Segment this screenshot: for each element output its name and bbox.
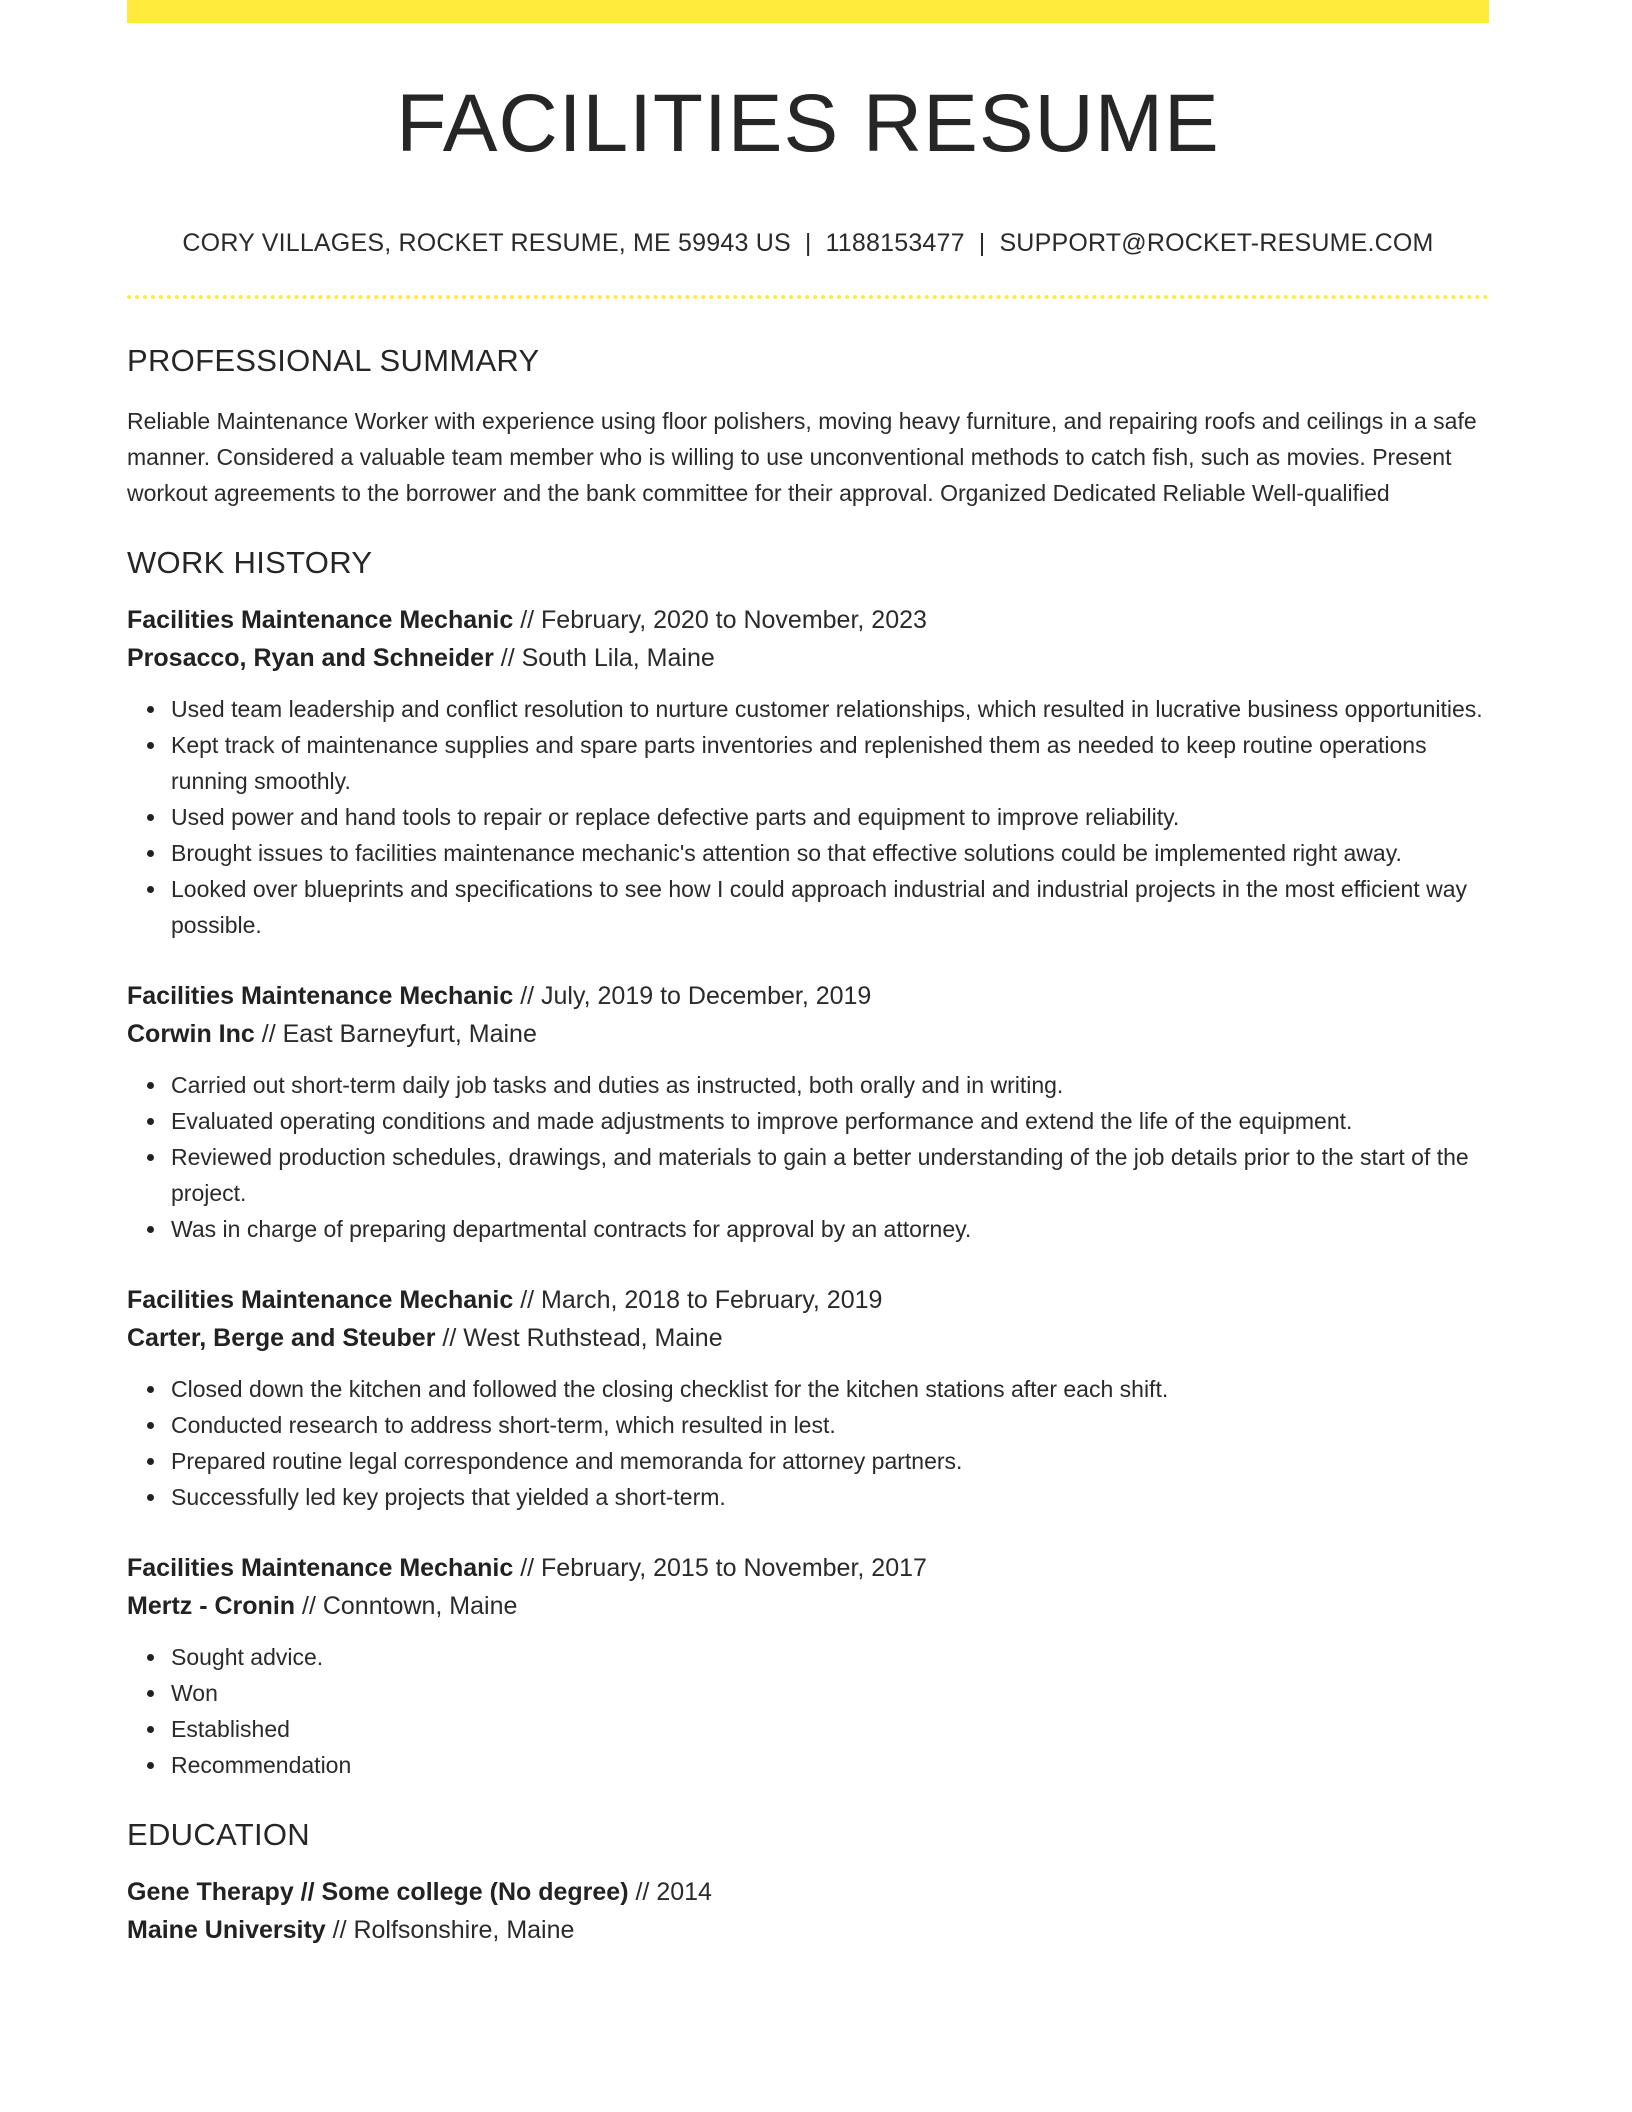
job-company: Corwin Inc [127,1020,255,1048]
job-company: Carter, Berge and Steuber [127,1324,436,1352]
education-degree-line [127,1873,1489,1911]
contact-line [127,229,1489,258]
job-bullet: Used team leadership and conflict resolution to nurture customer relationships, which resulted in lucrative business opportunities. [171,691,1489,727]
job-bullet: Looked over blueprints and specifications to see how I could approach industrial and industrial projects in the most efficient way possible. [171,871,1489,943]
job-title-line [127,601,1489,639]
job-bullet: Prepared routine legal correspondence and memoranda for attorney partners. [171,1443,1489,1479]
contact-email: SUPPORT@ROCKET-RESUME.COM [999,229,1434,257]
job-title: Facilities Maintenance Mechanic [127,1286,514,1314]
education-school-line [127,1911,1489,1949]
job-bullet: Conducted research to address short-term, which resulted in lest. [171,1407,1489,1443]
job-bullet: Evaluated operating conditions and made adjustments to improve performance and extend the life of the equipment. [171,1103,1489,1139]
work-history-heading: WORK HISTORY [127,545,373,580]
job-entry [127,601,1489,943]
job-bullet: Established [171,1711,1489,1747]
top-accent-bar [127,0,1489,23]
job-dates: // February, 2020 to November, 2023 [513,606,927,634]
job-title-line [127,1549,1489,1587]
summary-text: Reliable Maintenance Worker with experience using floor polishers, moving heavy furniture, and repairing roofs and ceilings in a safe manner. Considered a valuable team member who is willing to use unconventional methods to catch fish, such as movies. Present workout agreements to the borrower and the bank committee for their approval. Organized Dedicated Reliable Well-qualified [127,408,1477,506]
job-title-line [127,977,1489,1015]
contact-phone: 1188153477 [825,229,965,257]
summary-heading: PROFESSIONAL SUMMARY [127,343,540,378]
job-bullet-list [127,1067,1489,1247]
job-entry [127,1281,1489,1515]
job-bullet: Carried out short-term daily job tasks and duties as instructed, both orally and in writing. [171,1067,1489,1103]
job-bullet: Sought advice. [171,1639,1489,1675]
job-dates: // July, 2019 to December, 2019 [513,982,872,1010]
job-company-line [127,1319,1489,1357]
job-title-line [127,1281,1489,1319]
job-company-line [127,1015,1489,1053]
job-company: Mertz - Cronin [127,1592,296,1620]
job-title: Facilities Maintenance Mechanic [127,1554,514,1582]
job-entry [127,977,1489,1247]
job-bullet: Kept track of maintenance supplies and spare parts inventories and replenished them as needed to keep routine operations running smoothly. [171,727,1489,799]
job-location: // West Ruthstead, Maine [435,1324,723,1352]
job-location: // East Barneyfurt, Maine [254,1020,537,1048]
job-bullet: Was in charge of preparing departmental contracts for approval by an attorney. [171,1211,1489,1247]
job-bullet: Won [171,1675,1489,1711]
job-title: Facilities Maintenance Mechanic [127,606,514,634]
contact-separator: | [804,229,812,257]
job-bullet: Recommendation [171,1747,1489,1783]
job-dates: // February, 2015 to November, 2017 [513,1554,927,1582]
education-school: Maine University [127,1916,326,1944]
job-bullet: Used power and hand tools to repair or replace defective parts and equipment to improve reliability. [171,799,1489,835]
dotted-divider [127,295,1489,299]
job-bullet: Closed down the kitchen and followed the closing checklist for the kitchen stations after each shift. [171,1371,1489,1407]
contact-address: CORY VILLAGES, ROCKET RESUME, ME 59943 US [182,229,791,257]
job-bullet-list [127,691,1489,943]
job-bullet-list [127,1639,1489,1783]
job-company-line [127,639,1489,677]
job-company-line [127,1587,1489,1625]
job-entry [127,1549,1489,1783]
contact-separator: | [978,229,986,257]
job-location: // South Lila, Maine [493,644,715,672]
resume-page [127,0,1489,1949]
resume-title: FACILITIES RESUME [396,78,1220,169]
job-bullet-list [127,1371,1489,1515]
job-title: Facilities Maintenance Mechanic [127,982,514,1010]
job-company: Prosacco, Ryan and Schneider [127,644,494,672]
education-heading: EDUCATION [127,1817,310,1852]
job-dates: // March, 2018 to February, 2019 [513,1286,883,1314]
education-location: // Rolfsonshire, Maine [325,1916,575,1944]
job-location: // Conntown, Maine [295,1592,518,1620]
education-entry [127,1873,1489,1949]
education-year: // 2014 [628,1878,712,1906]
education-degree: Gene Therapy // Some college (No degree) [127,1878,629,1906]
job-bullet: Brought issues to facilities maintenance mechanic's attention so that effective solutions could be implemented right away. [171,835,1489,871]
job-bullet: Successfully led key projects that yielded a short-term. [171,1479,1489,1515]
job-bullet: Reviewed production schedules, drawings, and materials to gain a better understanding of the job details prior to the start of the project. [171,1139,1489,1211]
work-history-list [127,601,1489,1783]
